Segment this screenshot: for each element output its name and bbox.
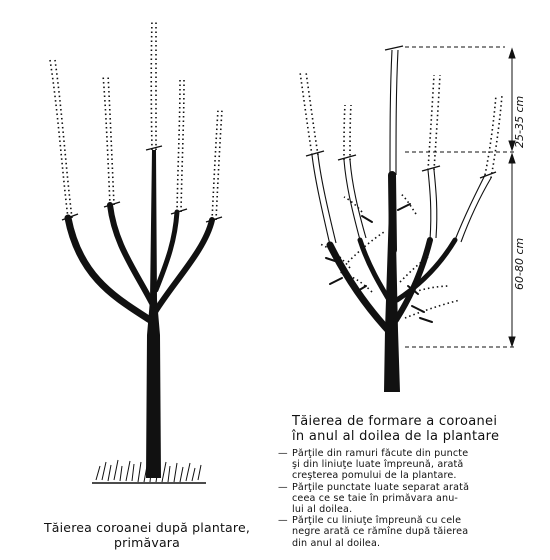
right-caption-title-line2: în anul al doilea de la plantare: [292, 429, 500, 444]
legend-note-3-line1: Părţile cu liniuţe împreună cu cele: [292, 515, 462, 527]
right-tree-cut-marks: [306, 46, 496, 178]
left-caption-line2: primăvara: [113, 535, 181, 550]
left-caption-line1: Tăierea coroanei după plantare,: [43, 520, 251, 535]
legend-note-1-line2: şi din liniuţe luate împreună, arată: [292, 459, 464, 471]
right-tree-pruned-parts: [300, 72, 502, 318]
right-tree: [300, 46, 526, 392]
legend-dash: —: [278, 448, 288, 459]
legend-note-2-line1: Părţile punctate luate separat arată: [292, 481, 470, 493]
right-tree-kept-growth: [312, 50, 491, 245]
left-tree-branches: [68, 205, 212, 320]
legend-note-3-line2: negre arată ce rămîne după tăierea: [292, 526, 469, 538]
legend-note-2-line3: lui al doilea.: [292, 504, 353, 516]
legend-note-3-line3: din anul al doilea.: [292, 537, 381, 549]
left-tree: [50, 20, 222, 483]
left-caption: [12, 520, 282, 550]
legend-notes: [278, 448, 540, 549]
right-caption-title: [278, 414, 540, 444]
legend-note-1: [278, 448, 540, 482]
left-tree-cut-marks: [62, 146, 222, 222]
right-caption: [278, 414, 540, 549]
dimension-lines: [405, 47, 515, 347]
legend-note-3: [278, 515, 540, 549]
legend-note-2-line2: ceea ce se taie în primăvara anu-: [292, 492, 459, 504]
legend-note-1-line3: creşterea pomului de la plantare.: [292, 470, 457, 482]
legend-note-1-line1: Părţile din ramuri făcute din puncte: [292, 448, 469, 459]
legend-dash: —: [278, 481, 288, 493]
left-tree-pruned-parts: [50, 20, 222, 220]
dimension-lower-label: 60-80 cm: [513, 237, 526, 290]
legend-note-2: [278, 482, 540, 516]
right-caption-title-line1: Tăierea de formare a coroanei: [292, 414, 498, 429]
dimension-upper-label: 25-35 cm: [513, 95, 526, 148]
legend-dash: —: [278, 515, 288, 527]
